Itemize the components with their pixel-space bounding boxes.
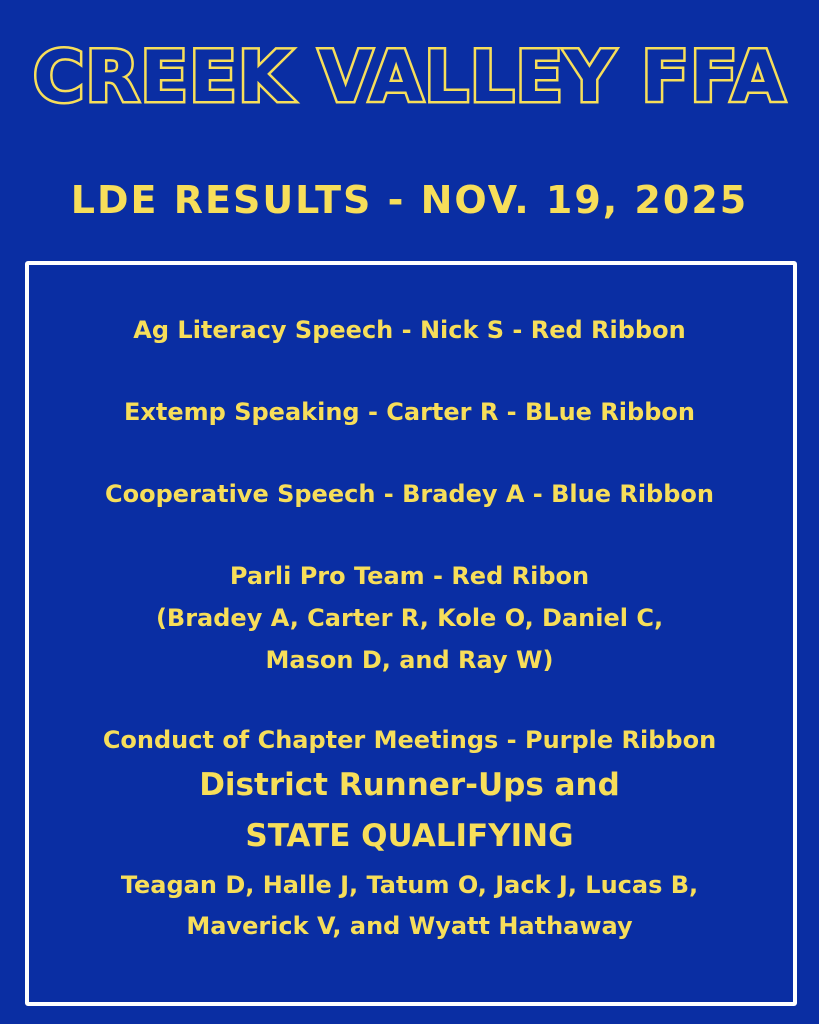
result-ag-literacy: Ag Literacy Speech - Nick S - Red Ribbon [133,316,686,344]
result-parli-members-line2: Mason D, and Ray W) [265,646,554,674]
result-parli-title: Parli Pro Team - Red Ribon [229,562,590,590]
result-extemp: Extemp Speaking - Carter R - BLue Ribbon [124,398,695,426]
result-parli-members-line1: (Bradey A, Carter R, Kole O, Daniel C, [155,604,664,632]
result-cooperative: Cooperative Speech - Bradey A - Blue Ribbon [105,480,714,508]
poster-subtitle: LDE RESULTS - NOV. 19, 2025 [70,178,749,222]
result-conduct-highlight-line2: STATE QUALIFYING [245,818,574,854]
result-conduct-members-line1: Teagan D, Halle J, Tatum O, Jack J, Lucas B, [120,871,699,899]
poster-title: CREEK VALLEY FFA [33,36,786,118]
result-conduct-highlight-line1: District Runner-Ups and [199,767,620,803]
result-conduct-members-line2: Maverick V, and Wyatt Hathaway [186,912,633,940]
result-conduct-title: Conduct of Chapter Meetings - Purple Ribbon [102,726,717,754]
